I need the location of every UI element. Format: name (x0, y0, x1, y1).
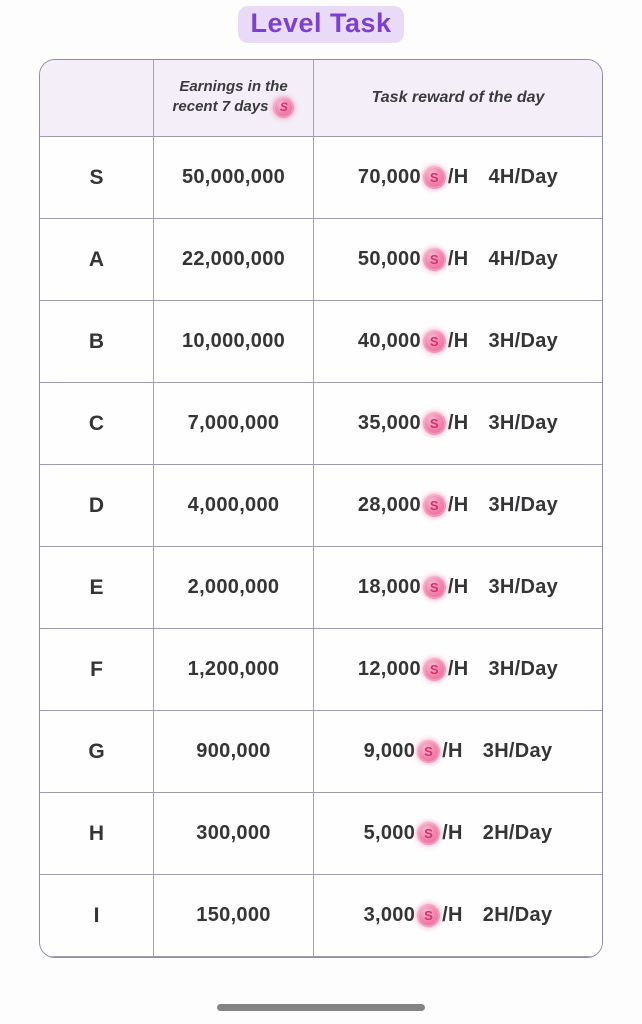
home-indicator[interactable] (217, 1004, 425, 1011)
reward-cell (314, 301, 602, 382)
reward-rate (358, 658, 469, 681)
earnings-value: 7,000,000 (187, 412, 280, 434)
reward-cell (314, 219, 602, 300)
reward-cell (314, 137, 602, 218)
earnings-value: 50,000,000 (181, 166, 286, 188)
reward-rate (364, 822, 463, 845)
table-row (40, 383, 602, 465)
level-letter: A (88, 247, 105, 271)
earnings-cell (154, 547, 314, 628)
coin-icon: S (417, 904, 440, 927)
rate-value: 28,000 (357, 494, 421, 516)
rate-value: 5,000 (363, 822, 416, 844)
earnings-cell (154, 711, 314, 792)
reward-cell (314, 711, 602, 792)
page-title-highlight (238, 6, 403, 43)
reward-cell (314, 465, 602, 546)
rate-value: 40,000 (357, 330, 421, 352)
level-letter: I (93, 903, 100, 927)
rate-unit: /H (447, 412, 469, 434)
reward-rate (364, 904, 463, 927)
table-row (40, 629, 602, 711)
earnings-value: 900,000 (196, 740, 271, 762)
daily-hours: 4H/Day (488, 166, 559, 188)
table-header-row (40, 60, 602, 137)
reward-cell (314, 629, 602, 710)
level-cell (40, 547, 154, 628)
level-letter: C (88, 411, 105, 435)
coin-icon: S (423, 658, 446, 681)
header-earnings-line1: Earnings in the (179, 78, 288, 96)
reward-rate (358, 576, 469, 599)
header-reward-cell (314, 60, 602, 136)
earnings-cell (154, 219, 314, 300)
reward-rate (358, 248, 469, 271)
reward-cell (314, 875, 602, 956)
table-row (40, 547, 602, 629)
level-cell (40, 465, 154, 546)
reward-cell (314, 383, 602, 464)
rate-unit: /H (447, 248, 469, 270)
header-level-cell (40, 60, 154, 136)
earnings-cell (154, 629, 314, 710)
reward-cell (314, 547, 602, 628)
daily-hours: 3H/Day (488, 658, 559, 680)
reward-rate (358, 412, 469, 435)
daily-hours: 3H/Day (482, 740, 553, 762)
table-row (40, 301, 602, 383)
earnings-value: 2,000,000 (187, 576, 280, 598)
reward-rate (358, 330, 469, 353)
rate-value: 50,000 (357, 248, 421, 270)
daily-hours: 3H/Day (488, 576, 559, 598)
rate-unit: /H (442, 822, 463, 844)
level-letter: D (88, 493, 105, 517)
rate-unit: /H (447, 576, 469, 598)
daily-hours: 3H/Day (488, 412, 559, 434)
daily-hours: 3H/Day (488, 494, 559, 516)
level-cell (40, 301, 154, 382)
daily-hours: 4H/Day (488, 248, 559, 270)
table-row (40, 219, 602, 301)
rate-value: 3,000 (363, 904, 416, 926)
table-row (40, 793, 602, 875)
rate-value: 9,000 (363, 740, 416, 762)
table-row (40, 711, 602, 793)
earnings-cell (154, 465, 314, 546)
level-letter: B (88, 329, 105, 353)
rate-unit: /H (442, 740, 463, 762)
reward-rate (364, 740, 463, 763)
rate-unit: /H (447, 494, 469, 516)
level-cell (40, 219, 154, 300)
daily-hours: 2H/Day (482, 904, 553, 926)
coin-icon: S (423, 330, 446, 353)
rate-value: 12,000 (357, 658, 421, 680)
level-cell (40, 383, 154, 464)
level-letter: G (88, 739, 105, 763)
coin-icon: S (423, 494, 446, 517)
coin-icon: S (423, 412, 446, 435)
page-header (0, 0, 642, 43)
earnings-cell (154, 137, 314, 218)
earnings-value: 10,000,000 (181, 330, 286, 352)
rate-unit: /H (447, 330, 469, 352)
rate-unit: /H (447, 658, 469, 680)
level-cell (40, 629, 154, 710)
coin-icon: S (423, 576, 446, 599)
table-row (40, 875, 602, 957)
level-letter: F (90, 657, 103, 681)
earnings-cell (154, 301, 314, 382)
header-reward-label: Task reward of the day (371, 89, 545, 106)
coin-icon: S (423, 248, 446, 271)
earnings-value: 300,000 (196, 822, 271, 844)
level-task-table (39, 59, 603, 958)
header-earnings-label (173, 78, 295, 118)
level-letter: S (89, 165, 104, 189)
level-cell (40, 793, 154, 874)
level-cell (40, 711, 154, 792)
rate-value: 18,000 (357, 576, 421, 598)
daily-hours: 2H/Day (482, 822, 553, 844)
reward-rate (358, 166, 469, 189)
rate-value: 35,000 (357, 412, 421, 434)
coin-icon: S (273, 97, 294, 118)
earnings-cell (154, 383, 314, 464)
header-earnings-cell (154, 60, 314, 136)
earnings-value: 1,200,000 (187, 658, 280, 680)
table-row (40, 465, 602, 547)
earnings-cell (154, 793, 314, 874)
header-earnings-line2: recent 7 days S (173, 97, 295, 118)
level-cell (40, 875, 154, 956)
page-title: Level Task (250, 8, 392, 38)
level-cell (40, 137, 154, 218)
reward-cell (314, 793, 602, 874)
coin-icon: S (417, 740, 440, 763)
rate-unit: /H (447, 166, 469, 188)
level-letter: E (89, 575, 104, 599)
rate-unit: /H (442, 904, 463, 926)
earnings-cell (154, 875, 314, 956)
coin-icon: S (417, 822, 440, 845)
daily-hours: 3H/Day (488, 330, 559, 352)
reward-rate (358, 494, 469, 517)
earnings-value: 22,000,000 (181, 248, 286, 270)
earnings-value: 150,000 (196, 904, 271, 926)
coin-icon: S (423, 166, 446, 189)
table-row (40, 137, 602, 219)
rate-value: 70,000 (357, 166, 421, 188)
level-letter: H (88, 821, 105, 845)
earnings-value: 4,000,000 (187, 494, 280, 516)
